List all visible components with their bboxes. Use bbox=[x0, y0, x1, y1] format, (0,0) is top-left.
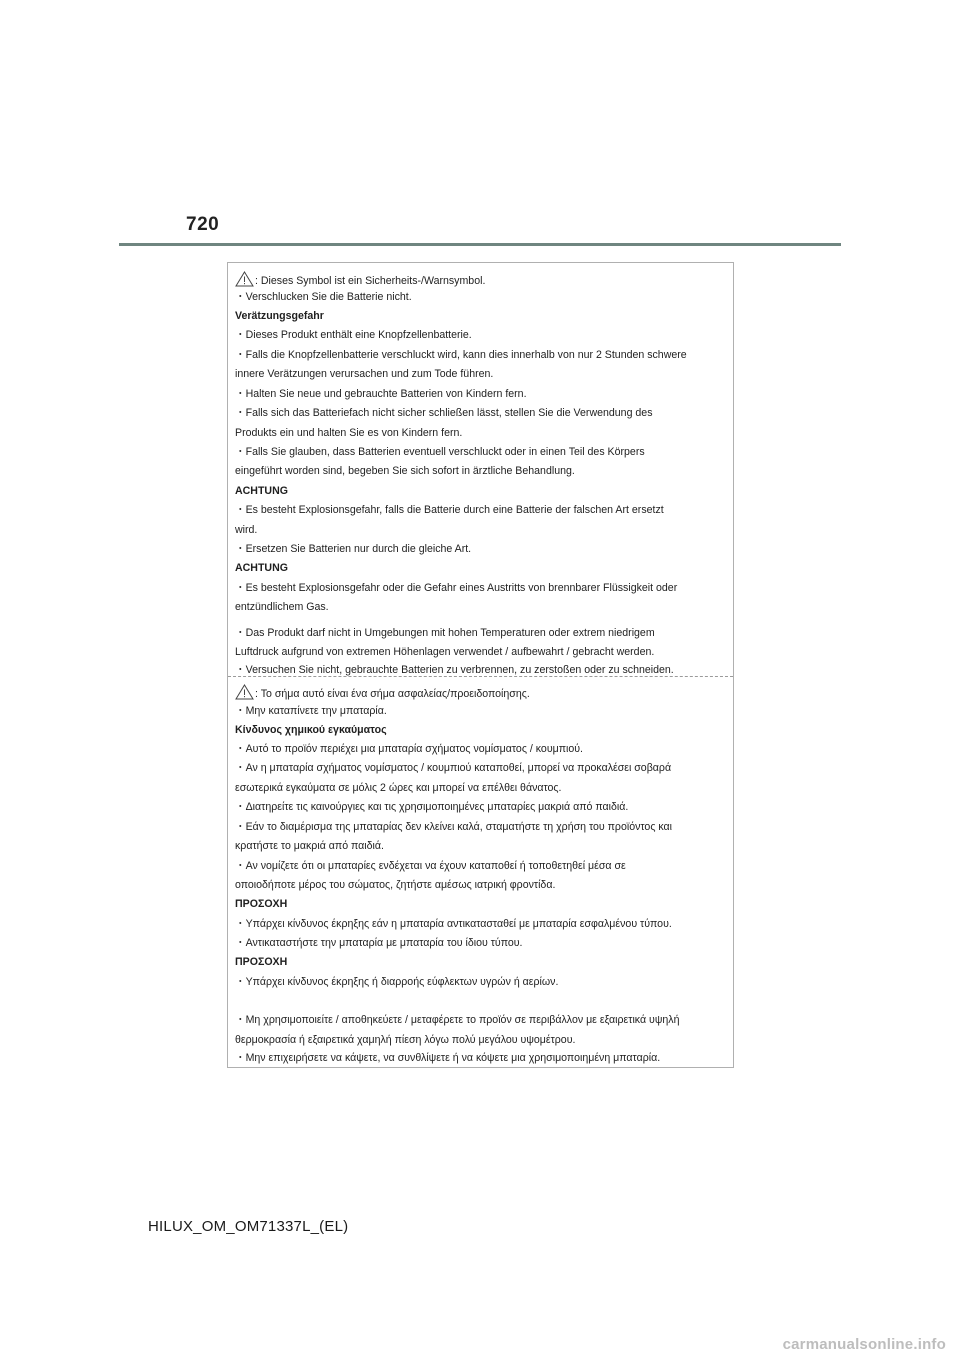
greek-line-12: ・Αντικαταστήστε την μπαταρία με μπαταρία του ίδιου τύπου. bbox=[235, 937, 523, 949]
german-line-19: ・Versuchen Sie nicht, gebrauchte Batterien zu verbrennen, zu zerstoßen oder zu schneiden. bbox=[235, 664, 674, 676]
greek-line-6: ・Εάν το διαμέρισμα της μπαταρίας δεν κλείνει καλά, σταματήστε τη χρήση του προϊόντος και bbox=[235, 821, 673, 833]
page-number: 720 bbox=[186, 214, 220, 235]
greek-symbol-note: : Το σήμα αυτό είναι ένα σήμα ασφαλείας/προειδοποίησης. bbox=[255, 688, 530, 700]
document-code: HILUX_OM_OM71337L_(EL) bbox=[148, 1218, 349, 1235]
greek-line-4: εσωτερικά εγκαύματα σε μόλις 2 ώρες και μπορεί να επέλθει θάνατος. bbox=[235, 782, 562, 794]
german-line-3: ・Falls die Knopfzellenbatterie verschluckt wird, kann dies innerhalb von nur 2 Stunden schwere bbox=[235, 349, 687, 361]
greek-line-10: ΠΡΟΣΟΧΗ bbox=[235, 898, 288, 910]
warning-triangle-icon bbox=[235, 271, 254, 287]
greek-line-8: ・Αν νομίζετε ότι οι μπαταρίες ενδέχεται να έχουν καταποθεί ή τοποθετηθεί μέσα σε bbox=[235, 860, 626, 872]
greek-line-5: ・Διατηρείτε τις καινούργιες και τις χρησιμοποιημένες μπαταρίες μακριά από παιδιά. bbox=[235, 801, 629, 813]
german-line-12: wird. bbox=[235, 524, 258, 536]
warning-content-box bbox=[227, 262, 734, 1068]
german-line-10: ACHTUNG bbox=[235, 485, 288, 497]
german-line-17: ・Das Produkt darf nicht in Umgebungen mit hohen Temperaturen oder extrem niedrigem bbox=[235, 627, 655, 639]
german-line-0: ・Verschlucken Sie die Batterie nicht. bbox=[235, 291, 412, 303]
german-line-14: ACHTUNG bbox=[235, 562, 288, 574]
german-line-13: ・Ersetzen Sie Batterien nur durch die gleiche Art. bbox=[235, 543, 472, 555]
greek-line-1: Κίνδυνος χημικού εγκαύματος bbox=[235, 724, 387, 736]
german-line-11: ・Es besteht Explosionsgefahr, falls die Batterie durch eine Batterie der falschen Art ersetzt bbox=[235, 504, 664, 516]
greek-line-16: θερμοκρασία ή εξαιρετικά χαμηλή πίεση λόγω πολύ μεγάλου υψομέτρου. bbox=[235, 1034, 576, 1046]
greek-symbol-note-line bbox=[235, 684, 729, 701]
german-warning-section bbox=[228, 263, 733, 676]
greek-line-0: ・Μην καταπίνετε την μπαταρία. bbox=[235, 705, 387, 717]
warning-triangle-icon bbox=[235, 684, 254, 700]
greek-warning-section bbox=[228, 677, 733, 1069]
greek-line-17: ・Μην επιχειρήσετε να κάψετε, να συνθλίψετε ή να κόψετε μια χρησιμοποιημένη μπαταρία. bbox=[235, 1052, 661, 1064]
german-line-2: ・Dieses Produkt enthält eine Knopfzellenbatterie. bbox=[235, 329, 472, 341]
german-line-15: ・Es besteht Explosionsgefahr oder die Gefahr eines Austritts von brennbarer Flüssigkeit oder bbox=[235, 582, 678, 594]
german-line-4: innere Verätzungen verursachen und zum Tode führen. bbox=[235, 368, 494, 380]
german-line-8: ・Falls Sie glauben, dass Batterien eventuell verschluckt oder in einen Teil des Körpers bbox=[235, 446, 645, 458]
german-symbol-note: : Dieses Symbol ist ein Sicherheits-/Warnsymbol. bbox=[255, 275, 486, 287]
german-line-1: Verätzungsgefahr bbox=[235, 310, 324, 322]
header-rule bbox=[119, 243, 841, 246]
german-line-16: entzündlichem Gas. bbox=[235, 601, 329, 613]
greek-line-13: ΠΡΟΣΟΧΗ bbox=[235, 956, 288, 968]
greek-line-2: ・Αυτό το προϊόν περιέχει μια μπαταρία σχήματος νομίσματος / κουμπιού. bbox=[235, 743, 584, 755]
german-line-5: ・Halten Sie neue und gebrauchte Batterien von Kindern fern. bbox=[235, 388, 527, 400]
greek-line-7: κρατήστε το μακριά από παιδιά. bbox=[235, 840, 384, 852]
greek-line-14: ・Υπάρχει κίνδυνος έκρηξης ή διαρροής εύφλεκτων υγρών ή αερίων. bbox=[235, 976, 559, 988]
watermark: carmanualsonline.info bbox=[782, 1336, 946, 1353]
greek-line-15: ・Μη χρησιμοποιείτε / αποθηκεύετε / μεταφέρετε το προϊόν σε περιβάλλον με εξαιρετικά υψηλή bbox=[235, 1014, 680, 1026]
greek-line-3: ・Αν η μπαταρία σχήματος νομίσματος / κουμπιού καταποθεί, μπορεί να προκαλέσει σοβαρά bbox=[235, 762, 672, 774]
greek-line-11: ・Υπάρχει κίνδυνος έκρηξης εάν η μπαταρία αντικατασταθεί με μπαταρία εσφαλμένου τύπου. bbox=[235, 918, 672, 930]
greek-line-9: οποιοδήποτε μέρος του σώματος, ζητήστε αμέσως ιατρική φροντίδα. bbox=[235, 879, 556, 891]
german-symbol-note-line bbox=[235, 271, 729, 288]
german-line-9: eingeführt worden sind, begeben Sie sich sofort in ärztliche Behandlung. bbox=[235, 465, 575, 477]
german-line-18: Luftdruck aufgrund von extremen Höhenlagen verwendet / aufbewahrt / gebracht werden. bbox=[235, 646, 655, 658]
german-line-6: ・Falls sich das Batteriefach nicht sicher schließen lässt, stellen Sie die Verwendung des bbox=[235, 407, 653, 419]
german-line-7: Produkts ein und halten Sie es von Kindern fern. bbox=[235, 427, 463, 439]
